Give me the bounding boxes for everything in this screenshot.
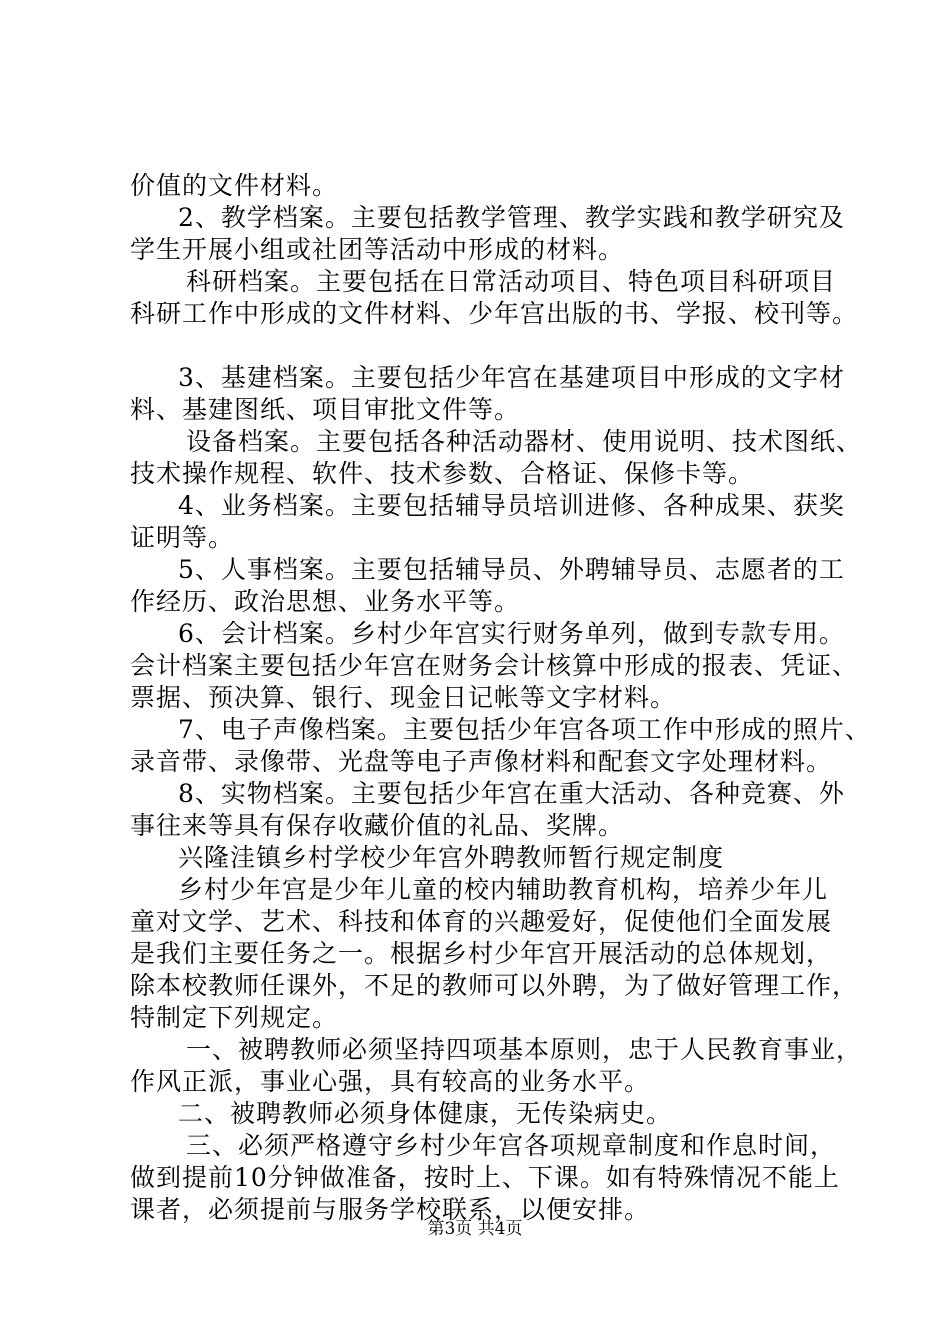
- blank-line: [130, 330, 850, 362]
- text-line: 科研档案。主要包括在日常活动项目、特色项目科研项目: [186, 267, 837, 296]
- text-line: 设备档案。主要包括各种活动器材、使用说明、技术图纸、: [186, 427, 863, 456]
- text-line: 技术操作规程、软件、技术参数、合格证、保修卡等。: [130, 459, 755, 488]
- text-line: 作风正派，事业心强，具有较高的业务水平。: [130, 1067, 651, 1096]
- text-line: 4、业务档案。主要包括辅导员培训进修、各种成果、获奖: [178, 491, 845, 520]
- text-line: 是我们主要任务之一。根据乡村少年宫开展活动的总体规划，: [130, 939, 833, 968]
- text-line: 2、教学档案。主要包括教学管理、教学实践和教学研究及: [178, 203, 845, 232]
- text-line: 6、会计档案。乡村少年宫实行财务单列，做到专款专用。: [178, 619, 845, 648]
- document-body: [130, 170, 871, 1226]
- text-line: 作经历、政治思想、业务水平等。: [130, 587, 521, 616]
- text-line: 科研工作中形成的文件材料、少年宫出版的书、学报、校刊等。: [130, 299, 859, 328]
- text-line: 做到提前10分钟做准备，按时上、下课。如有特殊情况不能上: [130, 1163, 840, 1192]
- text-line: 除本校教师任课外，不足的教师可以外聘，为了做好管理工作，: [130, 971, 859, 1000]
- text-line: 3、基建档案。主要包括少年宫在基建项目中形成的文字材: [178, 363, 845, 392]
- text-line: 录音带、录像带、光盘等电子声像材料和配套文字处理材料。: [130, 747, 833, 776]
- text-line: 学生开展小组或社团等活动中形成的材料。: [130, 235, 625, 264]
- text-line: 7、电子声像档案。主要包括少年宫各项工作中形成的照片、: [178, 715, 871, 744]
- text-line: 8、实物档案。主要包括少年宫在重大活动、各种竞赛、外: [178, 779, 845, 808]
- text-line: 价值的文件材料。: [130, 171, 339, 200]
- text-line: 事往来等具有保存收藏价值的礼品、奖牌。: [130, 811, 625, 840]
- text-line: 特制定下列规定。: [130, 1003, 339, 1032]
- text-line: 会计档案主要包括少年宫在财务会计核算中形成的报表、凭证、: [130, 651, 859, 680]
- page-footer: 第3页 共4页: [427, 1219, 523, 1239]
- text-line: 二、被聘教师必须身体健康，无传染病史。: [178, 1099, 673, 1128]
- text-line: 料、基建图纸、项目审批文件等。: [130, 395, 521, 424]
- text-line: 证明等。: [130, 523, 235, 552]
- text-line: 乡村少年宫是少年儿童的校内辅助教育机构，培养少年儿: [178, 875, 829, 904]
- text-line: 童对文学、艺术、科技和体育的兴趣爱好，促使他们全面发展: [130, 907, 833, 936]
- text-line: 5、人事档案。主要包括辅导员、外聘辅导员、志愿者的工: [178, 555, 845, 584]
- text-line: 一、被聘教师必须坚持四项基本原则，忠于人民教育事业，: [186, 1035, 863, 1064]
- text-line: 三、必须严格遵守乡村少年宫各项规章制度和作息时间，: [186, 1131, 837, 1160]
- section-heading: 兴隆洼镇乡村学校少年宫外聘教师暂行规定制度: [178, 843, 725, 872]
- text-line: 课者，必须提前与服务学校联系，以便安排。: [130, 1195, 651, 1224]
- text-line: 票据、预决算、银行、现金日记帐等文字材料。: [130, 683, 677, 712]
